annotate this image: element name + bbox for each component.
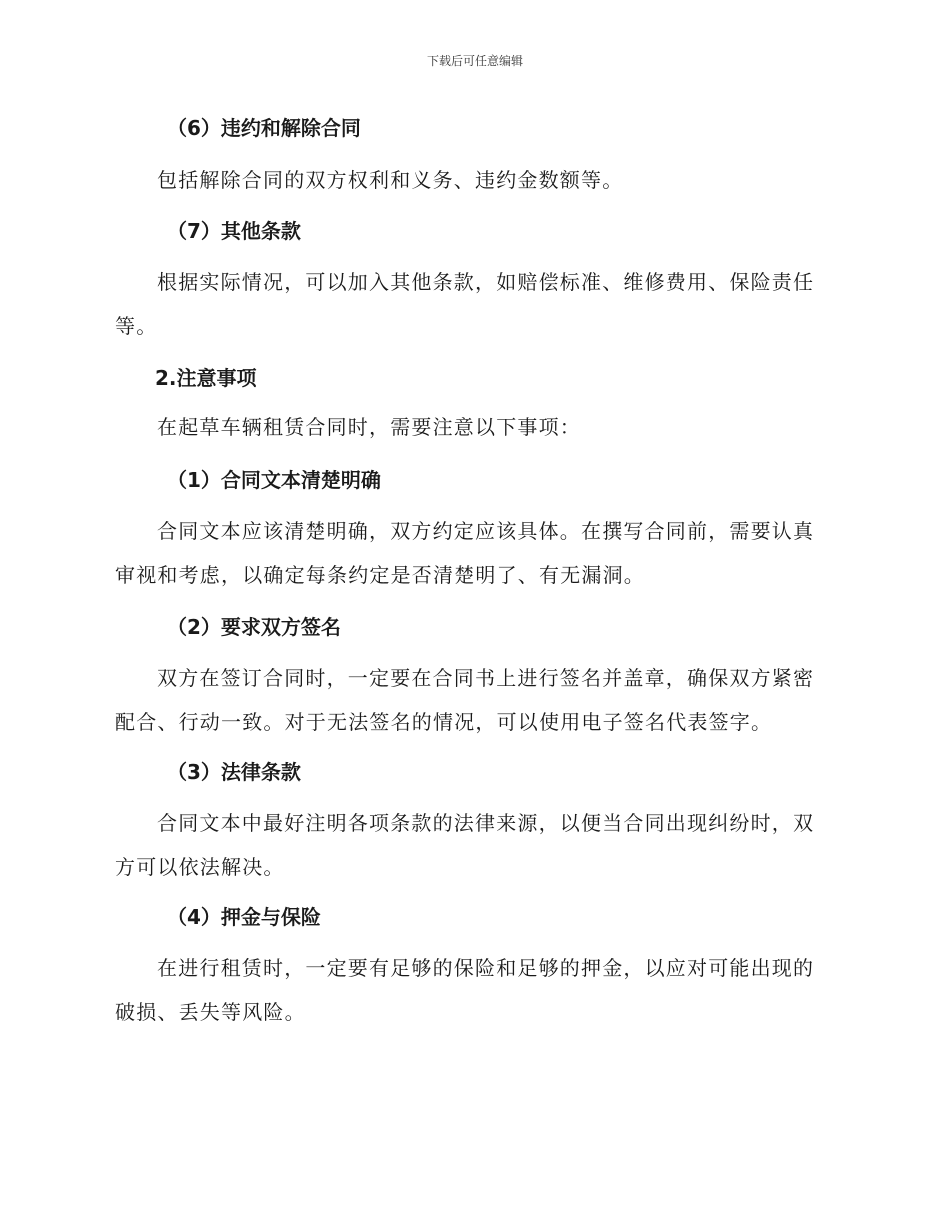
paragraph-clear-text: 合同文本应该清楚明确，双方约定应该具体。在撰写合同前，需要认真审视和考虑，以确定每条约定是否清楚明了、有无漏洞。	[115, 519, 815, 587]
paragraph-other-terms: 根据实际情况，可以加入其他条款，如赔偿标准、维修费用、保险责任等。	[115, 270, 815, 338]
paragraph-deposit-insurance: 在进行租赁时，一定要有足够的保险和足够的押金，以应对可能出现的破损、丢失等风险。	[115, 956, 815, 1024]
paragraph-signatures: 双方在签订合同时，一定要在合同书上进行签名并盖章，确保双方紧密配合、行动一致。对于无法签名的情况，可以使用电子签名代表签字。	[115, 666, 815, 734]
page-header: 下载后可任意编辑	[426, 54, 523, 68]
section-heading-breach: （6）违约和解除合同	[167, 116, 361, 140]
section-heading-notes: 2.注意事项	[155, 366, 257, 390]
section-heading-other-terms: （7）其他条款	[167, 219, 301, 243]
section-heading-signatures: （2）要求双方签名	[167, 615, 341, 639]
paragraph-breach: 包括解除合同的双方权利和义务、违约金数额等。	[157, 168, 624, 192]
paragraph-notes-intro: 在起草车辆租赁合同时，需要注意以下事项：	[157, 415, 581, 439]
paragraph-legal-terms: 合同文本中最好注明各项条款的法律来源，以便当合同出现纠纷时，双方可以依法解决。	[115, 811, 815, 879]
section-heading-deposit-insurance: （4）押金与保险	[167, 905, 321, 929]
section-heading-legal-terms: （3）法律条款	[167, 760, 301, 784]
section-heading-clear-text: （1）合同文本清楚明确	[167, 468, 381, 492]
